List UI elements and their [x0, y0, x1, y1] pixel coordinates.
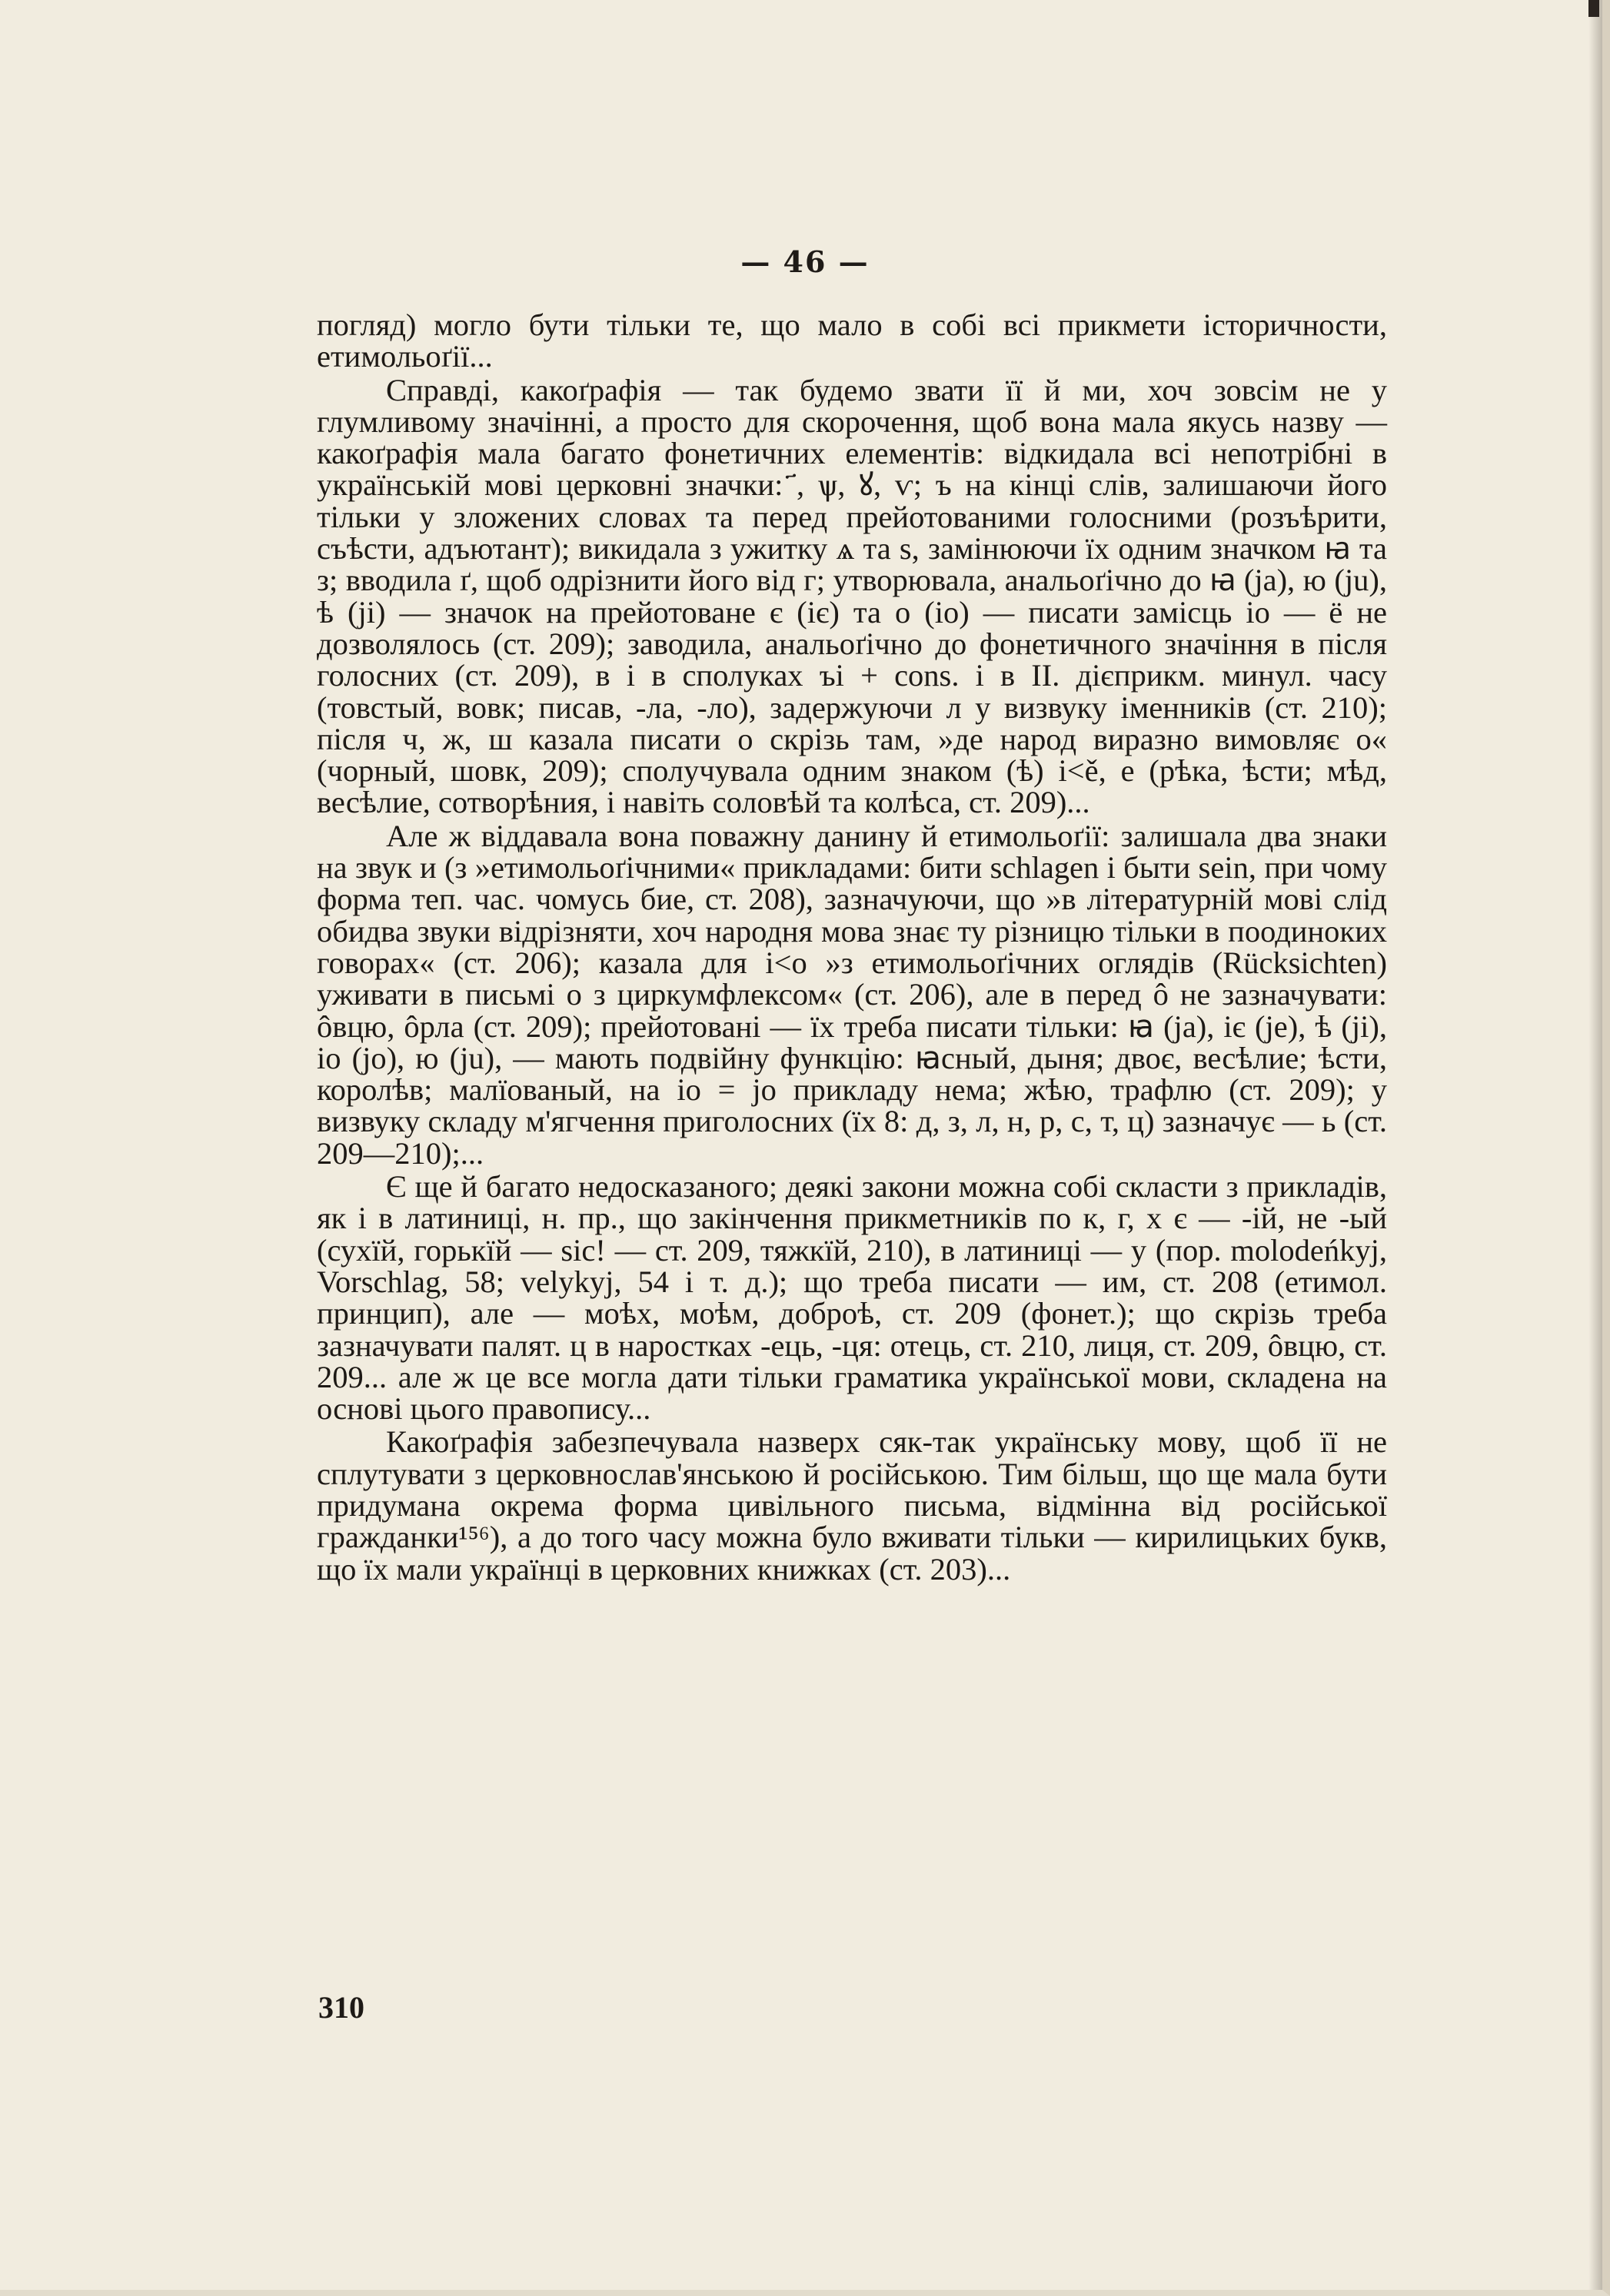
signature-number: 310 — [318, 1990, 364, 2025]
paragraph-2: Справді, какоґрафія — так будемо звати її й ми, хоч зовсім не у глумливому значінні, а просто для скорочення, щоб вона мала якусь назву — какоґрафія мала багато фонетичних елементів: відкидала всі непотрібні в українській мові церковні значки: ҃, ѱ, ꙋ, ѵ; ъ на кінці слів, залишаючи його тільки у зложених словах та перед прейотованими голосними (розъѣрити, съѣсти, адъютант); викидала з ужитку ѧ та ѕ, замінюючи їх одним значком ꙗ та з; вводила ґ, щоб одрізнити його від г; утворювала, анальоґічно до ꙗ (ja), ю (ju), ѣ (ji) — значок на прейотоване є (іє) та о (іо) — писати замісць іо — ё не дозволялось (ст. 209); заводила, анальоґічно до фонетичного значіння в після голосних (ст. 209), в і в сполуках ъі + cons. і в II. дієприкм. минул. часу (товстый, вовк; писав, -ла, -ло), задержуючи л у визвуку іменників (ст. 210); після ч, ж, ш казала писати о скрізь там, »де народ виразно вимовляє о« (чорный, шовк, 209); сполучувала одним знаком (ѣ) і<ě, е (рѣка, ѣсти; мѣд, весѣлие, сотворѣния, і навіть соловѣй та колѣса, ст. 209)... — [317, 372, 1387, 820]
paragraph-4: Є ще й багато недосказаного; деякі закони можна собі скласти з прикладів, як і в латиниці, н. пр., що закінчення прикметників по к, г, х є — -ій, не -ый (сухїй, горькїй — sic! — ст. 209, тяжкїй, 210), в латиниці — у (пор. molodeńkyj, Vorschlag, 58; velykyj, 54 і т. д.); що треба писати — им, ст. 208 (етимол. принцип), але — моѣх, моѣм, доброѣ, ст. 209 (фонет.); що скрізь треба зазначувати палят. ц в наростках -ець, -ця: отець, ст. 210, лиця, ст. 209, ôвцю, ст. 209... але ж це все могла дати тільки граматика української мови, складена на основі цього правопису... — [317, 1169, 1387, 1427]
body-text — [317, 309, 1387, 1585]
paragraph-1: погляд) могло бути тільки те, що мало в собі всі прикмети історичности, етимольоґії... — [317, 307, 1387, 374]
paragraph-5: Какоґрафія забезпечувала назверх сяк-так українську мову, щоб її не сплутувати з церковнослав'янською й російською. Тим більш, що ще мала бути придумана окрема форма цивільного письма, відмінна від російської гражданки¹⁵⁶), а до того часу можна було вживати тільки — кирилицьких букв, що їх мали українці в церковних книжках (ст. 203)... — [317, 1424, 1387, 1587]
corner-mark — [1588, 0, 1599, 17]
page-number: — 46 — — [740, 244, 870, 279]
paragraph-3: Але ж віддавала вона поважну данину й етимольоґії: залишала два знаки на звук и (з »етимольоґічними« прикладами: бити schlagen і быти sein, при чому форма теп. час. чомусь бие, ст. 208), зазначуючи, що »в літературній мові слід обидва звуки відрізняти, хоч народня мова знає ту різницю тільки в поодиноких говорах« (ст. 206); казала для і<о »з етимольоґічних оглядів (Rücksichten) уживати в письмі о з циркумфлексом« (ст. 206), але в перед ô не зазначувати: ôвцю, ôрла (ст. 209); прейотовані — їх треба писати тільки: ꙗ (ja), іє (je), ѣ (ji), іо (jo), ю (ju), — мають подвійну функцію: ꙗсный, дыня; двоє, весѣлие; ѣсти, королѣв; малїованый, на іо = jo прикладу нема; жѣю, трафлю (ст. 209); у визвуку складу м'ягчення приголосних (їх 8: д, з, л, н, р, с, т, ц) зазначує — ь (ст. 209—210);... — [317, 818, 1387, 1171]
page-edge-shadow — [1588, 0, 1602, 2290]
